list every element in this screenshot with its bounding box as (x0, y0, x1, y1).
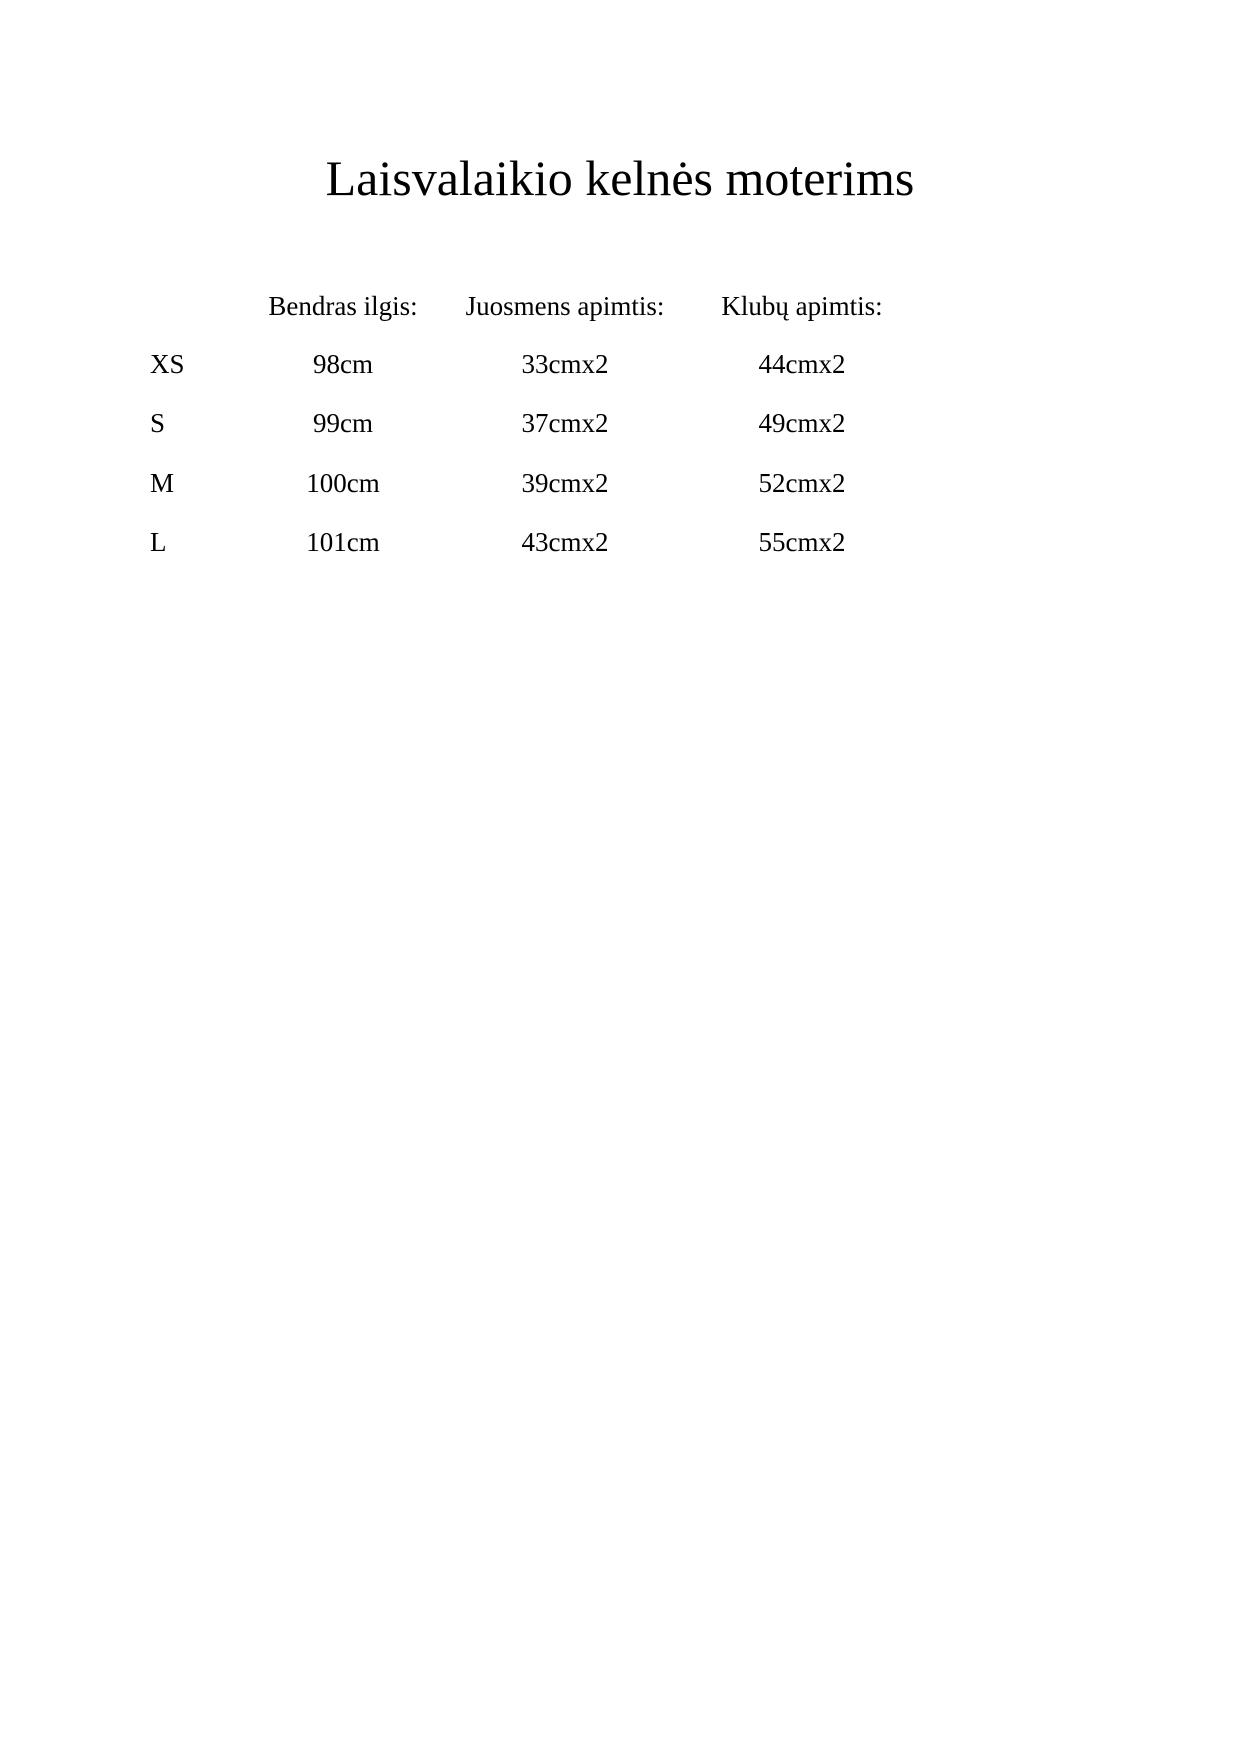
row-hips-value: 44cmx2 (758, 349, 846, 379)
row-waist-value: 43cmx2 (521, 527, 609, 557)
header-hips-label: Klubų apimtis: (721, 291, 883, 321)
row-waist-value: 37cmx2 (521, 408, 609, 438)
row-waist-value: 39cmx2 (521, 468, 609, 498)
row-length-value: 99cm (313, 408, 373, 438)
row-size-label: S (150, 408, 166, 438)
row-size-label: M (150, 468, 175, 498)
row-length-value: 100cm (306, 468, 380, 498)
row-length-value: 98cm (313, 349, 373, 379)
row-hips-value: 55cmx2 (758, 527, 846, 557)
page-title: Laisvalaikio kelnės moterims (325, 150, 915, 206)
row-hips-value: 52cmx2 (758, 468, 846, 498)
row-length-value: 101cm (306, 527, 380, 557)
row-waist-value: 33cmx2 (521, 349, 609, 379)
header-length-label: Bendras ilgis: (268, 291, 418, 321)
row-size-label: XS (150, 349, 185, 379)
row-hips-value: 49cmx2 (758, 408, 846, 438)
row-size-label: L (150, 527, 167, 557)
header-waist-label: Juosmens apimtis: (465, 291, 665, 321)
